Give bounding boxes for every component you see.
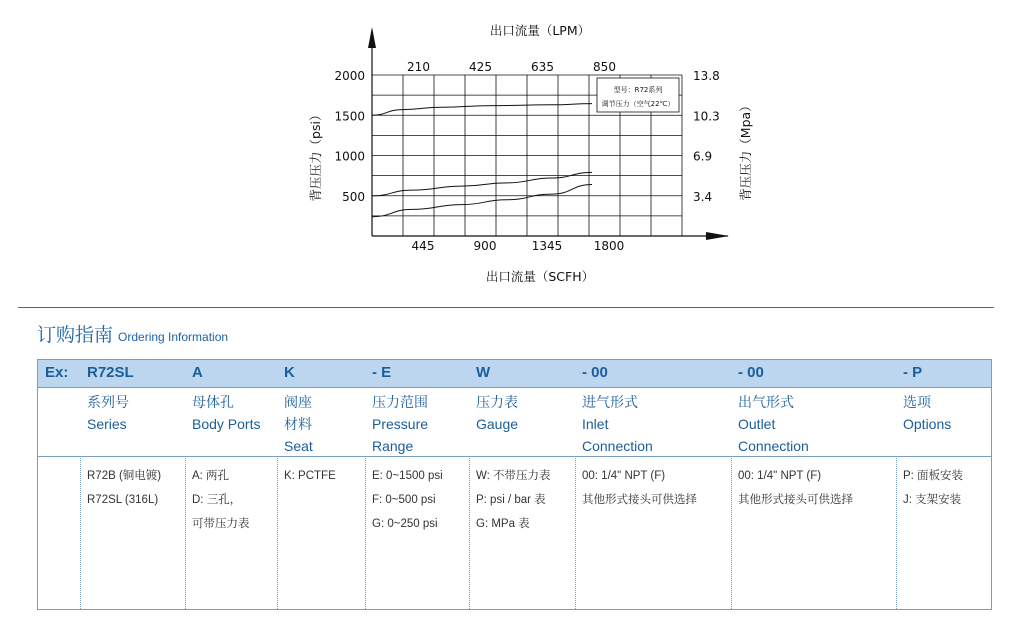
column-divider — [80, 456, 81, 609]
table-divider — [38, 456, 991, 457]
column-divider — [731, 456, 732, 609]
y-right-tick-label: 13.8 — [693, 69, 720, 83]
y-right-tick-label: 10.3 — [693, 109, 720, 124]
pressure-flow-chart — [0, 0, 1012, 300]
y-left-tick-label: 500 — [342, 189, 365, 204]
column-divider — [896, 456, 897, 609]
x-tick-label: 900 — [473, 239, 497, 253]
section-divider — [18, 307, 994, 308]
ordering-example-row — [38, 360, 991, 388]
y-right-tick-label: 3.4 — [693, 189, 713, 204]
x-tick-label: 445 — [411, 239, 435, 253]
ordering-title-en: Ordering Information — [118, 330, 229, 344]
example-code-gauge: W — [476, 364, 491, 381]
column-values-seat: K: PCTFE — [284, 470, 336, 482]
column-values-pressure-range: E: 0~1500 psi F: 0~500 psi G: 0~250 psi — [372, 470, 443, 530]
column-label-gauge: 压力表 Gauge — [476, 394, 519, 432]
x-tick-label: 1800 — [593, 239, 625, 253]
y-left-tick-label: 2000 — [334, 69, 365, 83]
top-tick-label: 210 — [407, 60, 430, 74]
column-divider — [365, 456, 366, 609]
legend-line-2: 调节压力（空气22℃） — [601, 100, 675, 108]
top-tick-label: 850 — [593, 60, 616, 74]
series-line — [372, 104, 592, 116]
column-divider — [469, 456, 470, 609]
column-values-gauge: W: 不带压力表 P: psi / bar 表 G: MPa 表 — [476, 470, 551, 530]
y-left-tick-label: 1000 — [334, 149, 365, 164]
chart-axes — [368, 27, 729, 240]
column-values-series: R72B (铜电镀) R72SL (316L) — [87, 470, 162, 506]
column-label-options: 选项 Options — [903, 394, 952, 432]
column-label-pressure-range: 压力范围 Pressure Range — [372, 394, 429, 454]
legend-line-1: 型号：R72系列 — [613, 86, 663, 94]
y-left-tick-label: 1500 — [334, 109, 365, 124]
y-left-axis-title: 背压压力（psi） — [308, 108, 323, 202]
chart-curves — [372, 104, 592, 217]
top-tick-label: 635 — [531, 60, 554, 74]
chart-legend-box — [597, 78, 679, 112]
column-values-outlet: 00: 1/4" NPT (F) 其他形式接头可供选择 — [738, 470, 853, 506]
column-label-seat: 阀座 材料 Seat — [284, 394, 313, 454]
ordering-title — [37, 320, 228, 347]
example-prefix: Ex: — [45, 364, 69, 381]
column-values-inlet: 00: 1/4" NPT (F) 其他形式接头可供选择 — [582, 470, 697, 506]
y-right-axis-title: 背压压力（Mpa） — [738, 99, 753, 201]
column-label-body-ports: 母体孔 Body Ports — [192, 394, 261, 432]
top-axis-title: 出口流量（LPM） — [489, 23, 591, 38]
column-divider — [185, 456, 186, 609]
ordering-title-zh: 订购指南 — [37, 324, 114, 346]
column-values-body-ports: A: 两孔 D: 三孔， 可带压力表 — [192, 470, 250, 530]
column-label-series: 系列号 Series — [87, 394, 129, 432]
chart-labels — [308, 23, 753, 284]
column-values-options: P: 面板安装 J: 支架安装 — [903, 470, 964, 506]
example-code-outlet: - 00 — [738, 364, 764, 381]
y-right-tick-label: 6.9 — [693, 149, 713, 164]
top-tick-label: 425 — [469, 60, 492, 74]
example-code-seat: K — [284, 364, 295, 381]
example-code-body-ports: A — [192, 364, 203, 381]
example-code-inlet: - 00 — [582, 364, 608, 381]
column-divider — [277, 456, 278, 609]
example-code-options: - P — [903, 364, 923, 381]
example-code-pressure-range: - E — [372, 364, 392, 381]
example-code-series: R72SL — [87, 364, 134, 381]
x-tick-label: 1345 — [531, 239, 563, 253]
ordering-table — [37, 359, 992, 610]
x-axis-arrow — [706, 232, 729, 240]
y-axis-arrow — [368, 27, 376, 48]
column-label-inlet: 进气形式 Inlet Connection — [582, 394, 653, 454]
series-line — [372, 185, 592, 217]
column-divider — [575, 456, 576, 609]
x-axis-title: 出口流量（SCFH） — [485, 269, 595, 284]
column-label-outlet: 出气形式 Outlet Connection — [738, 394, 809, 454]
